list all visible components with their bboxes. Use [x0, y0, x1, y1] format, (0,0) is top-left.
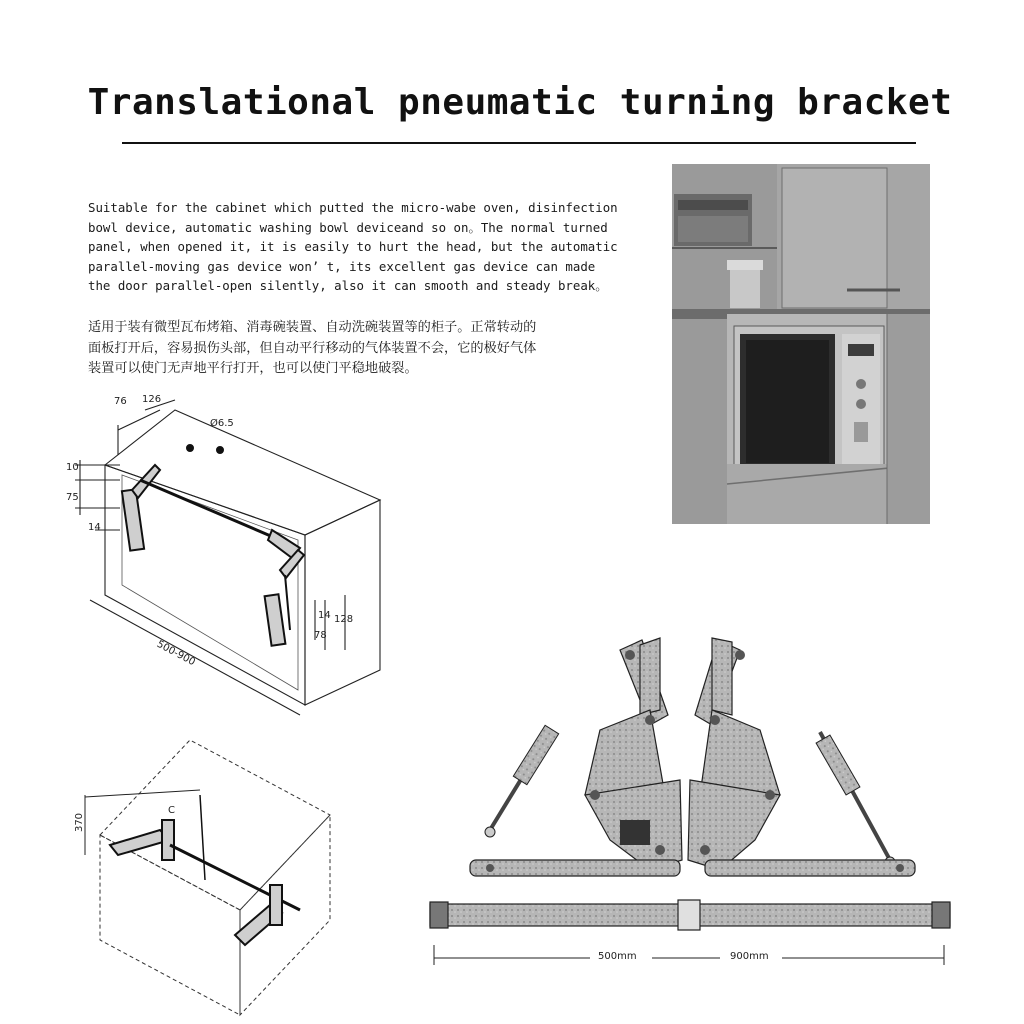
dim-500mm: 500mm [598, 951, 637, 962]
description-en-line: parallel-moving gas device won’ t, its excellent gas device can made [88, 258, 596, 274]
kitchen-cabinet-photo [672, 164, 930, 524]
description-zh-line: 装置可以使门无声地平行打开，也可以使门平稳地破裂。 [88, 361, 418, 376]
dim-14-left: 14 [88, 522, 101, 533]
dim-126: 126 [142, 394, 162, 405]
description-en-line: Suitable for the cabinet which putted the micro-wabe oven, disinfection [88, 200, 618, 215]
hardware-parts-photo [420, 620, 980, 1020]
cabinet-dimension-drawing-lines [60, 390, 400, 730]
description-english [88, 198, 648, 296]
kitchen-cabinet-photo-drawing [672, 164, 930, 524]
dim-width-range: 500-900 [154, 638, 197, 669]
label-c: C [168, 805, 175, 816]
dim-14-right: 14 [318, 610, 331, 621]
dim-128: 128 [334, 614, 354, 625]
cabinet-install-drawing [70, 735, 350, 1020]
dim-900mm: 900mm [730, 951, 769, 962]
description-zh-line: 面板打开后，容易损伤头部，但自动平行移动的气体装置不会，它的极好气体 [88, 340, 537, 356]
page-title: Translational pneumatic turning bracket [87, 82, 953, 123]
dim-370: 370 [74, 812, 86, 833]
description-en-line: the door parallel-open silently, also it can smooth and steady break。 [88, 278, 608, 294]
dim-hole-diameter: Ø6.5 [210, 418, 234, 429]
description-zh-line: 适用于装有微型瓦布烤箱、消毒碗装置、自动洗碗装置等的柜子。正常转动的 [88, 320, 537, 335]
description-en-line: bowl device, automatic washing bowl deviceand so on。The normal turned [88, 219, 608, 235]
title-underline [122, 142, 916, 144]
dim-10: 10 [66, 462, 79, 473]
dim-76: 76 [114, 396, 127, 407]
dim-78: 78 [314, 630, 327, 641]
cabinet-dimension-drawing [60, 390, 400, 730]
dim-75: 75 [66, 492, 79, 503]
description-chinese [88, 318, 648, 380]
hardware-parts-drawing [420, 620, 980, 1020]
description-en-line: panel, when opened it, it is easily to hurt the head, but the automatic [88, 239, 618, 255]
cabinet-install-drawing-lines [70, 735, 350, 1020]
